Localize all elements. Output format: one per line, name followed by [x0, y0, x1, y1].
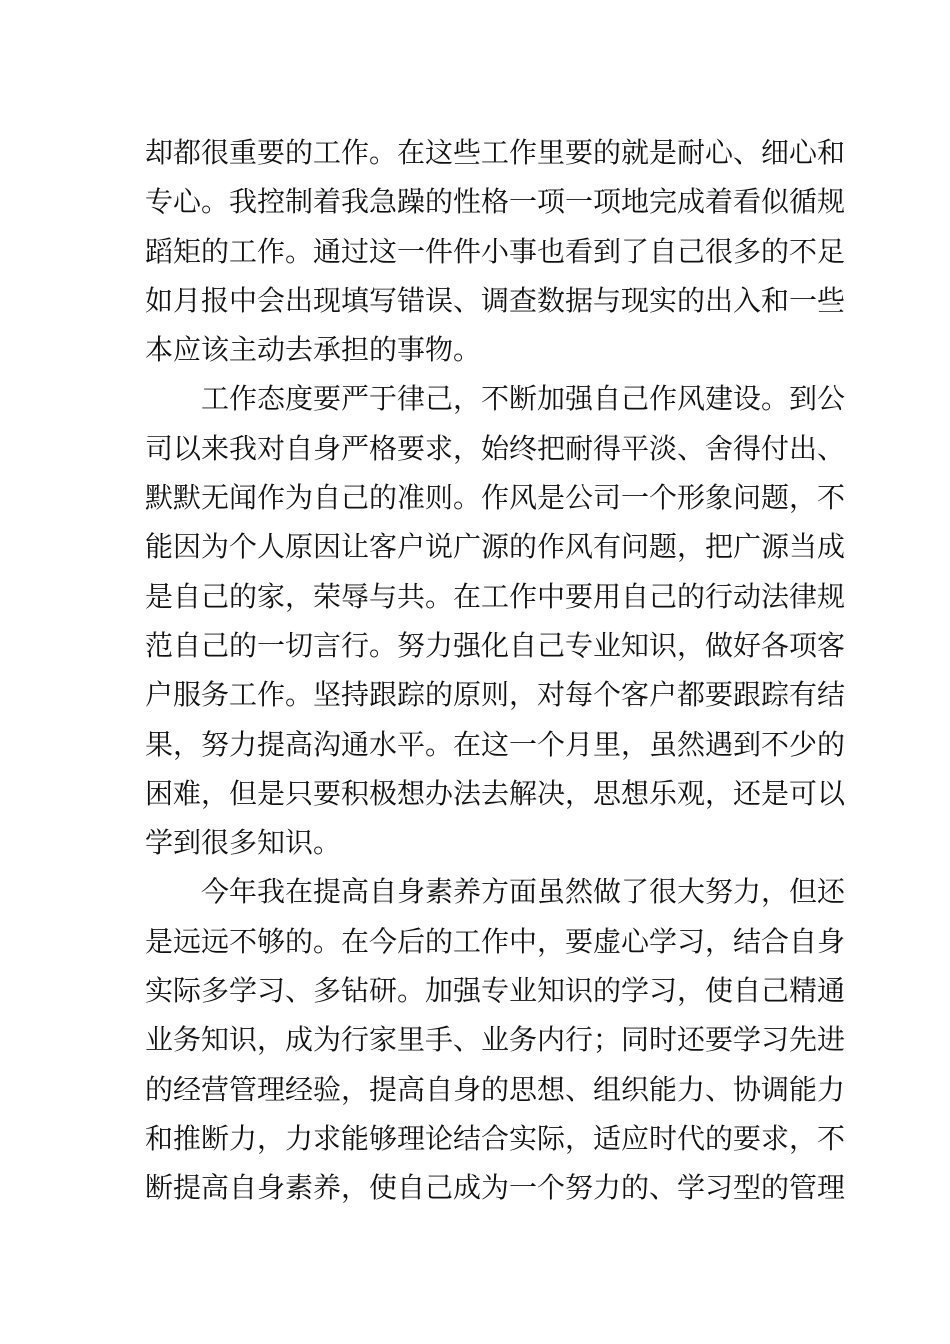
- text-line: 的经营管理经验，提高自身的思想、组织能力、协调能力: [145, 1072, 846, 1106]
- text-line: 默默无闻作为自己的准则。作风是公司一个形象问题，不: [145, 481, 846, 515]
- text-line: 能因为个人原因让客户说广源的作风有问题，把广源当成: [145, 530, 846, 564]
- document-body: [145, 128, 846, 1213]
- text-line: 断提高自身素养，使自己成为一个努力的、学习型的管理: [145, 1171, 846, 1205]
- text-line: 专心。我控制着我急躁的性格一项一项地完成着看似循规: [145, 185, 846, 219]
- text-line: 困难，但是只要积极想办法去解决，思想乐观，还是可以: [145, 776, 846, 810]
- text-line: 司以来我对自身严格要求，始终把耐得平淡、舍得付出、: [145, 431, 846, 465]
- text-line: 却都很重要的工作。在这些工作里要的就是耐心、细心和: [145, 136, 846, 169]
- text-line: 学到很多知识。: [145, 826, 342, 860]
- paragraph-first-line: 今年我在提高自身素养方面虽然做了很大努力，但还: [201, 875, 846, 909]
- text-line: 如月报中会出现填写错误、调查数据与现实的出入和一些: [145, 283, 846, 317]
- paragraph-first-line: 工作态度要严于律己，不断加强自己作风建设。到公: [201, 382, 846, 416]
- text-line: 果，努力提高沟通水平。在这一个月里，虽然遇到不少的: [145, 727, 846, 761]
- text-line: 范自己的一切言行。努力强化自己专业知识，做好各项客: [145, 628, 846, 662]
- text-line: 是自己的家，荣辱与共。在工作中要用自己的行动法律规: [145, 579, 846, 613]
- text-line: 实际多学习、多钻研。加强专业知识的学习，使自己精通: [145, 974, 846, 1008]
- text-line: 蹈矩的工作。通过这一件件小事也看到了自己很多的不足: [145, 234, 846, 268]
- text-line: 户服务工作。坚持跟踪的原则，对每个客户都要跟踪有结: [145, 678, 846, 712]
- text-line: 业务知识，成为行家里手、业务内行；同时还要学习先进: [145, 1023, 846, 1057]
- text-line: 本应该主动去承担的事物。: [145, 333, 482, 367]
- text-line: 和推断力，力求能够理论结合实际，适应时代的要求，不: [145, 1121, 846, 1155]
- text-line: 是远远不够的。在今后的工作中，要虚心学习，结合自身: [145, 924, 846, 958]
